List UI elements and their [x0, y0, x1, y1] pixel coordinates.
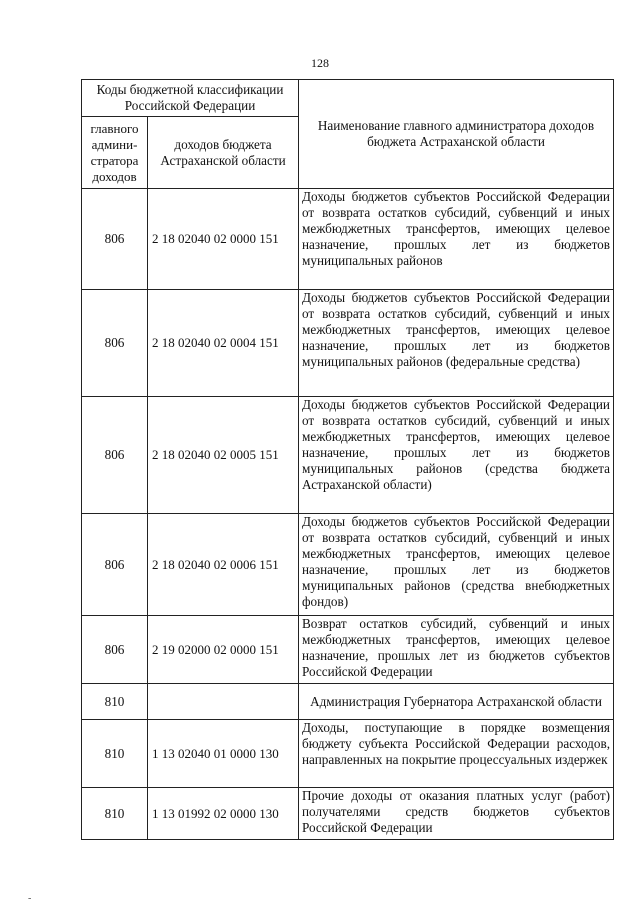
income-name-cell: Доходы бюджетов субъектов Российской Федерации от возврата остатков субсидий, субвенций и иных межбюджетных трансфертов, имеющих целевое назначение, прошлых лет из бюджетов муниципальных районов (средства внебюджетных фондов)	[299, 514, 614, 616]
admin-code-cell: 810	[82, 788, 148, 840]
header-income-column: доходов бюджета Астраханской области	[148, 117, 299, 189]
table-row-section	[82, 684, 614, 720]
income-name-cell: Прочие доходы от оказания платных услуг (работ) получателями средств бюджетов субъектов Российской Федерации	[299, 788, 614, 840]
income-name-cell: Доходы бюджетов субъектов Российской Федерации от возврата остатков субсидий, субвенций и иных межбюджетных трансфертов, имеющих целевое назначение, прошлых лет из бюджетов муниципальных районов	[299, 189, 614, 290]
header-name-column: Наименование главного администратора доходов бюджета Астраханской области	[299, 80, 614, 189]
header-row-group	[82, 80, 614, 117]
income-name-cell: Доходы, поступающие в порядке возмещения бюджету субъекта Российской Федерации расходов, направленных на покрытие процессуальных издержек	[299, 720, 614, 788]
income-code-cell	[148, 684, 299, 720]
header-admin-column: главного админи-стратора доходов	[82, 117, 148, 189]
income-code-cell: 2 18 02040 02 0004 151	[148, 290, 299, 397]
admin-code-cell: 810	[82, 720, 148, 788]
table-row	[82, 616, 614, 684]
income-name-cell: Возврат остатков субсидий, субвенций и иных межбюджетных трансфертов, имеющих целевое назначение, прошлых лет из бюджетов субъектов Российской Федерации	[299, 616, 614, 684]
footnote-mark: -	[28, 893, 32, 904]
income-name-cell: Доходы бюджетов субъектов Российской Федерации от возврата остатков субсидий, субвенций и иных межбюджетных трансфертов, имеющих целевое назначение, прошлых лет из бюджетов муниципальных районов (федеральные средства)	[299, 290, 614, 397]
table-row	[82, 290, 614, 397]
income-name-cell: Доходы бюджетов субъектов Российской Федерации от возврата остатков субсидий, субвенций и иных межбюджетных трансфертов, имеющих целевое назначение, прошлых лет из бюджетов муниципальных районов (средства бюджета Астраханской области)	[299, 397, 614, 514]
income-code-cell: 2 19 02000 02 0000 151	[148, 616, 299, 684]
income-code-cell: 1 13 01992 02 0000 130	[148, 788, 299, 840]
table-row	[82, 514, 614, 616]
admin-code-cell: 806	[82, 290, 148, 397]
administrator-section-title: Администрация Губернатора Астраханской области	[299, 684, 614, 720]
table-row	[82, 189, 614, 290]
page-number: 128	[311, 56, 329, 70]
admin-code-cell: 806	[82, 616, 148, 684]
admin-code-cell: 806	[82, 514, 148, 616]
income-code-cell: 2 18 02040 02 0000 151	[148, 189, 299, 290]
admin-code-cell: 810	[82, 684, 148, 720]
admin-code-cell: 806	[82, 189, 148, 290]
table-row	[82, 788, 614, 840]
income-code-cell: 2 18 02040 02 0006 151	[148, 514, 299, 616]
income-code-cell: 2 18 02040 02 0005 151	[148, 397, 299, 514]
table-row	[82, 720, 614, 788]
income-code-cell: 1 13 02040 01 0000 130	[148, 720, 299, 788]
table-row	[82, 397, 614, 514]
header-group-title: Коды бюджетной классификации Российской Федерации	[82, 80, 299, 117]
budget-classification-table	[81, 79, 614, 840]
admin-code-cell: 806	[82, 397, 148, 514]
